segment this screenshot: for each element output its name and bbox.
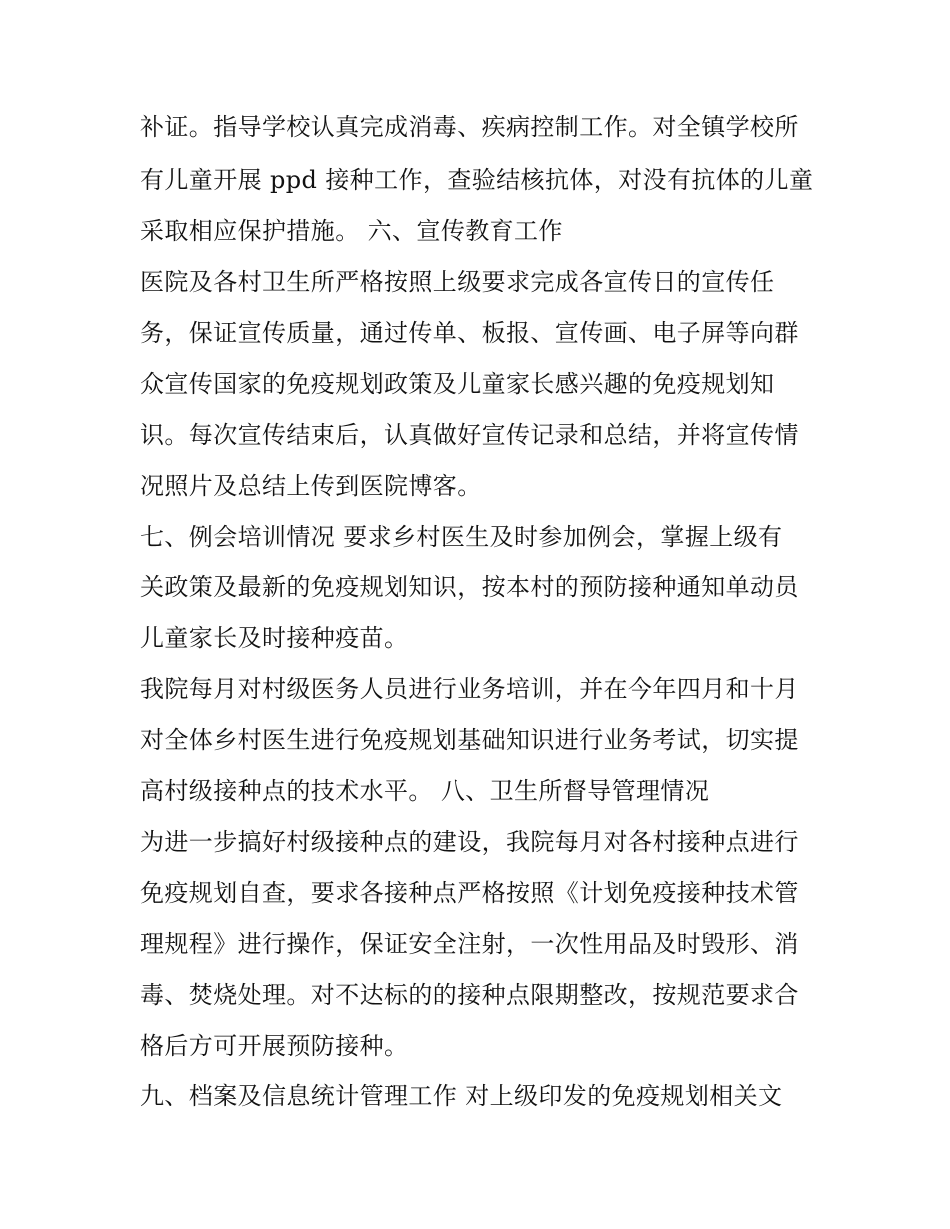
text-line: 免疫规划自查，要求各接种点严格按照《计划免疫接种技术管 xyxy=(140,879,799,907)
text-line: 九、档案及信息统计管理工作 对上级印发的免疫规划相关文 xyxy=(140,1082,783,1110)
text-line: 关政策及最新的免疫规划知识，按本村的预防接种通知单动员 xyxy=(140,573,799,601)
text-line: 有儿童开展 ppd 接种工作，查验结核抗体，对没有抗体的儿童 xyxy=(140,166,814,194)
text-line: 况照片及总结上传到医院博客。 xyxy=(140,472,482,500)
text-line: 毒、焚烧处理。对不达标的的接种点限期整改，按规范要求合 xyxy=(140,981,799,1009)
text-line: 务，保证宣传质量，通过传单、板报、宣传画、电子屏等向群 xyxy=(140,319,799,347)
text-line: 我院每月对村级医务人员进行业务培训，并在今年四月和十月 xyxy=(140,675,799,703)
text-line: 补证。指导学校认真完成消毒、疾病控制工作。对全镇学校所 xyxy=(140,113,799,141)
text-line: 七、例会培训情况 要求乡村医生及时参加例会，掌握上级有 xyxy=(140,523,783,551)
text-line: 格后方可开展预防接种。 xyxy=(140,1032,409,1060)
text-line: 对全体乡村医生进行免疫规划基础知识进行业务考试，切实提 xyxy=(140,726,799,754)
text-line: 为进一步搞好村级接种点的建设，我院每月对各村接种点进行 xyxy=(140,828,799,856)
text-line: 医院及各村卫生所严格按照上级要求完成各宣传日的宣传任 xyxy=(140,268,775,296)
text-line: 识。每次宣传结束后，认真做好宣传记录和总结，并将宣传情 xyxy=(140,421,799,449)
text-line: 高村级接种点的技术水平。 八、卫生所督导管理情况 xyxy=(140,777,710,805)
text-line: 理规程》进行操作，保证安全注射，一次性用品及时毁形、消 xyxy=(140,930,799,958)
text-line: 采取相应保护措施。 六、宣传教育工作 xyxy=(140,217,563,245)
text-line: 儿童家长及时接种疫苗。 xyxy=(140,624,409,652)
text-line: 众宣传国家的免疫规划政策及儿童家长感兴趣的免疫规划知 xyxy=(140,370,775,398)
